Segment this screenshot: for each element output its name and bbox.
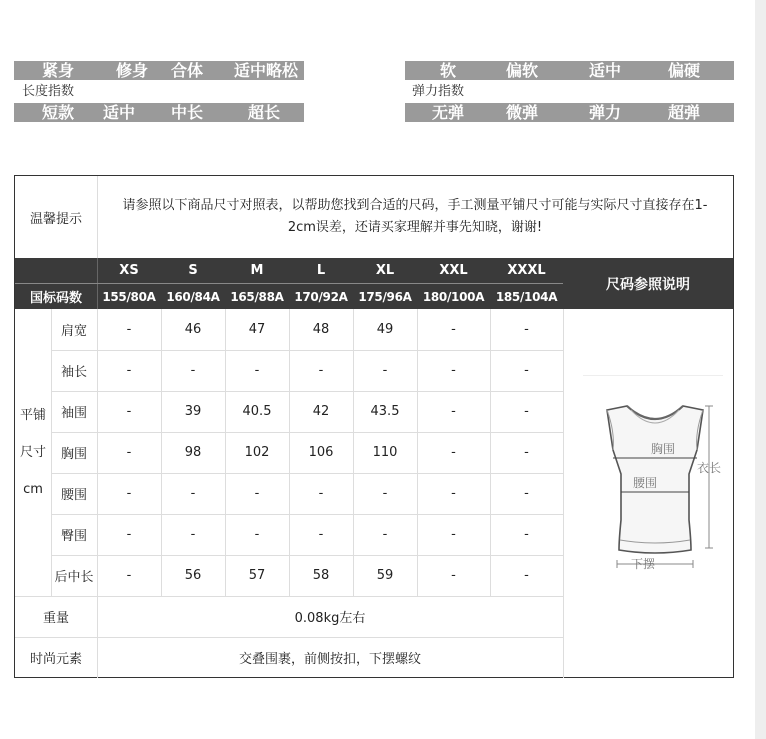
softness-option-selected: 软 bbox=[439, 61, 456, 80]
right-edge-strip bbox=[755, 0, 766, 739]
table-cell: - bbox=[126, 445, 132, 460]
std-code: 170/92A bbox=[294, 289, 348, 304]
table-cell: - bbox=[126, 404, 132, 419]
table-cell: 48 bbox=[312, 322, 330, 337]
elasticity-option-selected: 无弹 bbox=[431, 103, 464, 122]
table-cell: - bbox=[451, 445, 456, 460]
length-scale-label: 长度指数 bbox=[22, 84, 75, 99]
table-cell: - bbox=[254, 363, 260, 378]
style-label: 时尚元素 bbox=[29, 652, 82, 667]
size-header: XXXL bbox=[507, 263, 546, 278]
table-cell: - bbox=[254, 486, 260, 501]
table-cell: - bbox=[451, 527, 456, 542]
row-name: 后中长 bbox=[54, 570, 94, 585]
table-cell: - bbox=[318, 527, 324, 542]
table-cell: - bbox=[451, 363, 456, 378]
length-label: 衣长 bbox=[697, 461, 722, 475]
fit-option-selected: 适中略松 bbox=[234, 61, 299, 80]
divider bbox=[563, 309, 564, 678]
length-option-selected: 适中 bbox=[102, 103, 135, 122]
table-cell: - bbox=[126, 363, 132, 378]
table-cell: 98 bbox=[184, 445, 202, 460]
elasticity-option: 弹力 bbox=[588, 103, 621, 122]
group-label-line: 尺寸 bbox=[19, 445, 46, 460]
table-cell: - bbox=[126, 527, 132, 542]
fit-option: 修身 bbox=[115, 61, 148, 80]
std-code: 175/96A bbox=[358, 289, 412, 304]
table-cell: 39 bbox=[184, 404, 202, 419]
size-header: XL bbox=[375, 263, 395, 278]
std-code-label: 国标码数 bbox=[29, 291, 82, 306]
table-cell: - bbox=[451, 404, 456, 419]
table-cell: - bbox=[190, 527, 196, 542]
table-cell: - bbox=[126, 568, 132, 583]
table-cell: - bbox=[524, 322, 529, 337]
table-cell: - bbox=[318, 363, 324, 378]
table-cell: - bbox=[254, 527, 260, 542]
table-cell: - bbox=[382, 527, 388, 542]
elasticity-scale-label: 弹力指数 bbox=[412, 84, 465, 99]
table-cell: 57 bbox=[248, 568, 266, 583]
length-option: 超长 bbox=[247, 103, 280, 122]
fit-scale-bar bbox=[14, 61, 304, 80]
size-table bbox=[14, 175, 734, 678]
notice-text bbox=[97, 176, 733, 258]
softness-option: 适中 bbox=[588, 61, 621, 80]
weight-label: 重量 bbox=[42, 611, 69, 626]
table-cell: 58 bbox=[312, 568, 330, 583]
elasticity-option: 微弹 bbox=[505, 103, 538, 122]
fit-option: 紧身 bbox=[41, 61, 74, 80]
size-header: XS bbox=[119, 263, 139, 278]
row-name: 肩宽 bbox=[60, 324, 87, 339]
table-cell: 47 bbox=[248, 322, 266, 337]
table-cell: 46 bbox=[184, 322, 202, 337]
length-scale-bar bbox=[14, 103, 304, 122]
divider bbox=[583, 375, 723, 376]
elasticity-scale-bar bbox=[405, 103, 734, 122]
table-cell: - bbox=[524, 568, 529, 583]
table-cell: 49 bbox=[376, 322, 394, 337]
row-name: 袖围 bbox=[60, 406, 87, 421]
measurement-group-label bbox=[15, 309, 51, 596]
table-cell: - bbox=[382, 363, 388, 378]
table-cell: - bbox=[126, 486, 132, 501]
hem-label: 下摆 bbox=[631, 557, 656, 571]
row-name: 臀围 bbox=[60, 529, 87, 544]
table-cell: - bbox=[190, 363, 196, 378]
style-value: 交叠围裹，前侧按扣，下摆螺纹 bbox=[238, 652, 421, 667]
softness-option: 偏软 bbox=[505, 61, 538, 80]
table-cell: 42 bbox=[312, 404, 330, 419]
table-cell: 59 bbox=[376, 568, 394, 583]
table-cell: 56 bbox=[184, 568, 202, 583]
row-name: 腰围 bbox=[60, 488, 87, 503]
waist-label: 腰围 bbox=[633, 476, 658, 490]
fit-option: 合体 bbox=[170, 61, 203, 80]
table-cell: 40.5 bbox=[242, 404, 272, 419]
weight-value: 0.08kg左右 bbox=[294, 611, 366, 626]
chest-label: 胸围 bbox=[651, 442, 676, 456]
length-option: 中长 bbox=[170, 103, 203, 122]
table-cell: - bbox=[318, 486, 324, 501]
size-header: XXL bbox=[439, 263, 468, 278]
row-name: 袖长 bbox=[60, 365, 87, 380]
table-cell: - bbox=[524, 445, 529, 460]
table-cell: 102 bbox=[244, 445, 270, 460]
table-cell: 43.5 bbox=[370, 404, 400, 419]
row-name: 胸围 bbox=[60, 447, 87, 462]
elasticity-option: 超弹 bbox=[667, 103, 700, 122]
group-label-line: cm bbox=[23, 482, 43, 497]
table-cell: - bbox=[451, 322, 456, 337]
table-cell: - bbox=[524, 363, 529, 378]
table-cell: - bbox=[190, 486, 196, 501]
size-header: S bbox=[188, 263, 198, 278]
softness-scale-bar bbox=[405, 61, 734, 80]
std-code: 155/80A bbox=[102, 289, 156, 304]
size-header: M bbox=[250, 263, 264, 278]
softness-option: 偏硬 bbox=[667, 61, 700, 80]
std-code: 160/84A bbox=[166, 289, 220, 304]
size-header: L bbox=[316, 263, 326, 278]
table-cell: - bbox=[382, 486, 388, 501]
length-option: 短款 bbox=[41, 103, 74, 122]
group-label-line: 平铺 bbox=[19, 408, 46, 423]
table-cell: - bbox=[524, 527, 529, 542]
table-cell: 110 bbox=[372, 445, 398, 460]
table-cell: - bbox=[451, 486, 456, 501]
table-cell: - bbox=[524, 404, 529, 419]
table-cell: - bbox=[524, 486, 529, 501]
notice-label: 温馨提示 bbox=[29, 211, 82, 227]
std-code: 185/104A bbox=[495, 289, 558, 304]
size-reference-label: 尺码参照说明 bbox=[606, 276, 690, 293]
notice-line: 请参照以下商品尺寸对照表，以帮助您找到合适的尺码，手工测量平铺尺寸可能与实际尺寸直接存在1- bbox=[122, 198, 708, 213]
std-code: 165/88A bbox=[230, 289, 284, 304]
table-cell: - bbox=[126, 322, 132, 337]
table-cell: 106 bbox=[308, 445, 334, 460]
notice-line: 2cm误差，还请买家理解并事先知晓，谢谢! bbox=[287, 220, 543, 235]
table-cell: - bbox=[451, 568, 456, 583]
std-code: 180/100A bbox=[422, 289, 485, 304]
